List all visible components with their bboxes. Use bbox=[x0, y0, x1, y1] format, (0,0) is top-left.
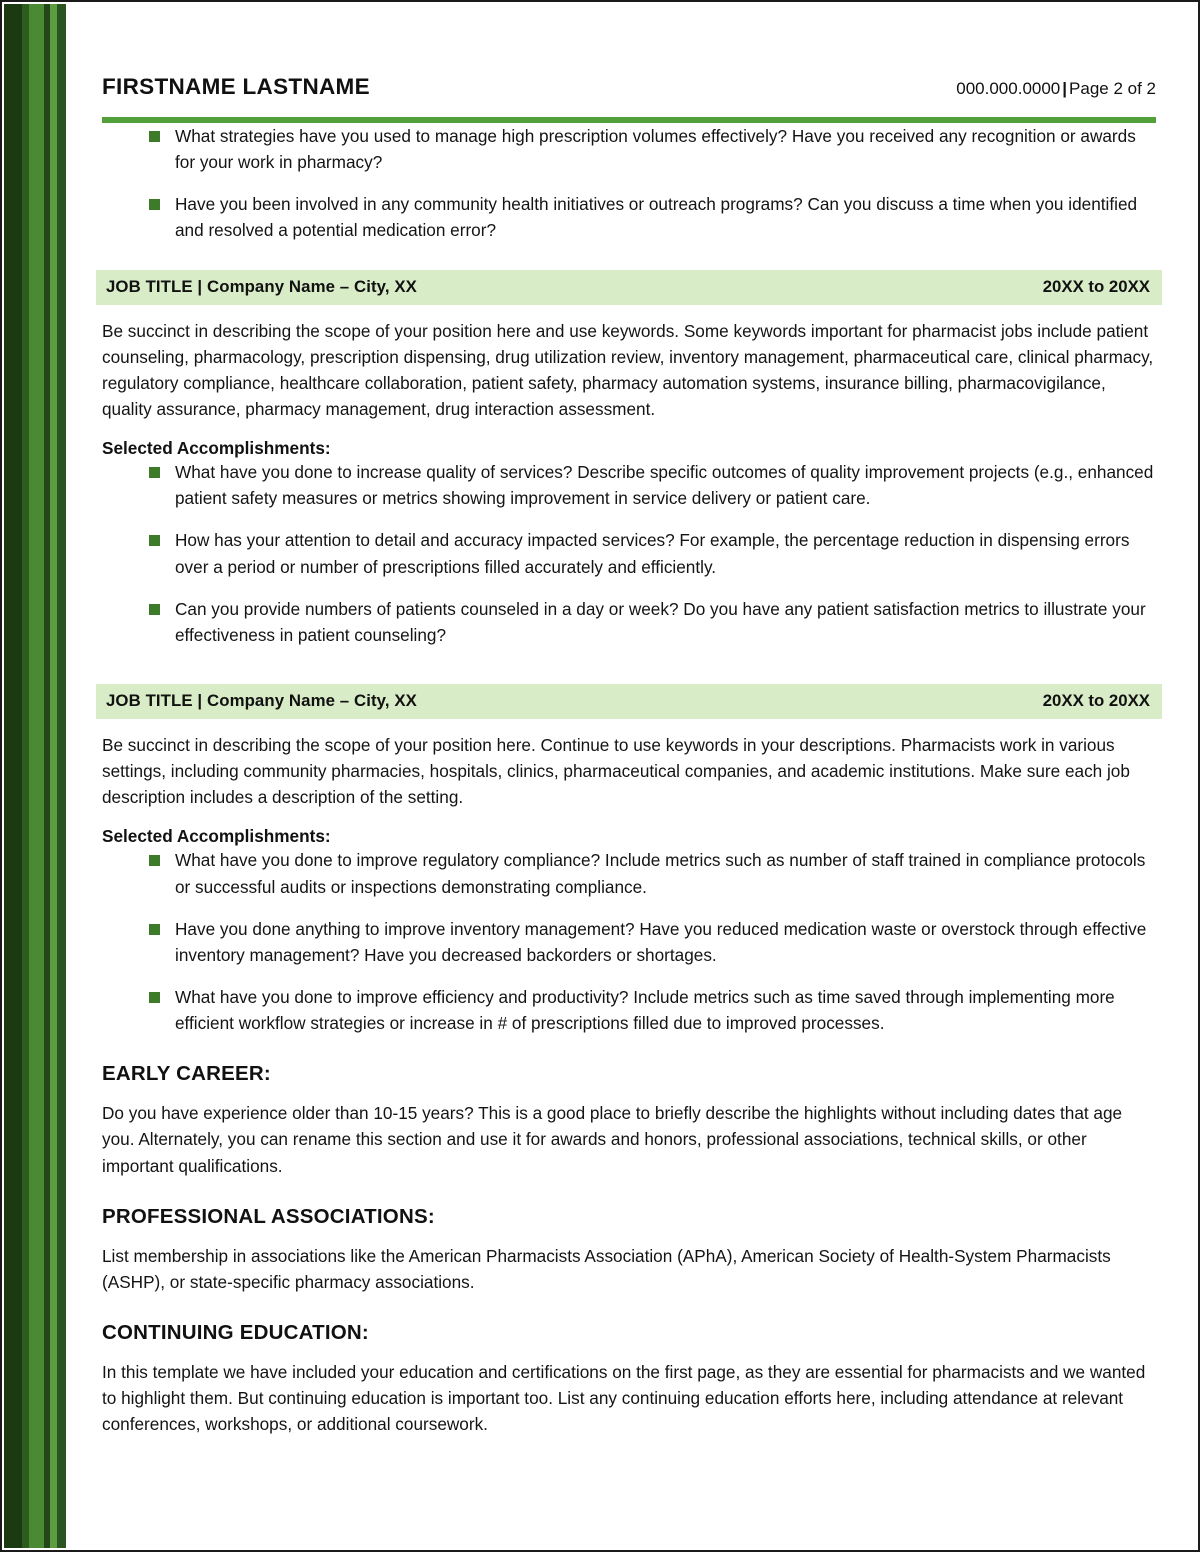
stripe-light-1 bbox=[29, 4, 44, 1548]
job-accomplishment-list bbox=[102, 847, 1156, 1036]
square-bullet-icon bbox=[149, 467, 160, 478]
list-item bbox=[102, 916, 1156, 968]
stripe-light-2 bbox=[50, 4, 57, 1548]
job-header-bar bbox=[96, 684, 1162, 719]
list-item bbox=[102, 459, 1156, 511]
section-heading-professional-associations: PROFESSIONAL ASSOCIATIONS: bbox=[102, 1204, 435, 1228]
list-item-text: What have you done to improve regulatory compliance? Include metrics such as number of staff trained in compliance protocols or successful audits or inspections demonstrating compliance. bbox=[175, 850, 1146, 897]
list-item-text: What have you done to improve efficiency and productivity? Include metrics such as time saved through implementing more efficient workflow strategies or increase in # of prescriptions filled due to improved processes. bbox=[175, 986, 1115, 1034]
list-item-text: How has your attention to detail and accuracy impacted services? For example, the percentage reduction in dispensing errors over a period or number of prescriptions filled accurately and efficiently. bbox=[175, 530, 1130, 577]
stripe-dark-1 bbox=[4, 4, 22, 1548]
list-item-text: What strategies have you used to manage high prescription volumes effectively? Have you received any recognition or awards for your work in pharmacy? bbox=[175, 126, 1136, 173]
job-description: Be succinct in describing the scope of your position here. Continue to use keywords in your descriptions. Pharmacists work in various settings, including community pharmacies, hospitals, clinics, pharmaceutical companies, and academic institutions. Make sure each job description includes a description of the setting. bbox=[102, 734, 1130, 808]
section-body-continuing-education: In this template we have included your education and certifications on the first page, as they are essential for pharmacists and we wanted to highlight them. But continuing education is important too. List any continuing education efforts here, including attendance at relevant conferences, workshops, or additional coursework. bbox=[102, 1361, 1146, 1435]
square-bullet-icon bbox=[149, 855, 160, 866]
list-item-text: What have you done to increase quality of services? Describe specific outcomes of quality improvement projects (e.g., enhanced patient safety measures or metrics showing improvement in service delivery or patient care. bbox=[175, 462, 1154, 509]
section-heading-early-career: EARLY CAREER: bbox=[102, 1062, 271, 1086]
job-title: JOB TITLE | Company Name – City, XX bbox=[106, 276, 417, 296]
candidate-name: FIRSTNAME LASTNAME bbox=[102, 74, 370, 99]
list-item bbox=[102, 984, 1156, 1036]
job-accomplishment-list bbox=[102, 459, 1156, 648]
job-description: Be succinct in describing the scope of your position here and use keywords. Some keywords important for pharmacist jobs include patient counseling, pharmacology, prescription dispensing, drug utilization review, inventory management, pharmaceutical care, clinical pharmacy, regulatory compliance, healthcare collaboration, patient safety, pharmacy automation systems, insurance billing, pharmacovigilance, quality assurance, pharmacy management, drug interaction assessment. bbox=[102, 320, 1154, 419]
page-number-label: Page 2 of 2 bbox=[1069, 79, 1156, 98]
job-header-bar bbox=[96, 270, 1162, 305]
square-bullet-icon bbox=[149, 604, 160, 615]
stripe-dark-3 bbox=[57, 4, 66, 1548]
list-item bbox=[102, 191, 1156, 243]
section-heading-continuing-education: CONTINUING EDUCATION: bbox=[102, 1320, 369, 1344]
list-item-text: Can you provide numbers of patients counseled in a day or week? Do you have any patient satisfaction metrics to illustrate your effectiveness in patient counseling? bbox=[175, 598, 1146, 645]
document-header bbox=[102, 4, 1156, 100]
header-contact-and-page bbox=[956, 79, 1156, 99]
section-body-professional-associations: List membership in associations like the American Pharmacists Association (APhA), American Society of Health-System Pharmacists (ASHP), or state-specific pharmacy associations. bbox=[102, 1245, 1111, 1292]
list-item bbox=[102, 596, 1156, 648]
square-bullet-icon bbox=[149, 535, 160, 546]
job-title: JOB TITLE | Company Name – City, XX bbox=[106, 690, 417, 710]
job-dates: 20XX to 20XX bbox=[1042, 276, 1150, 296]
square-bullet-icon bbox=[149, 992, 160, 1003]
section-body-early-career: Do you have experience older than 10-15 years? This is a good place to briefly describe the highlights without including dates that age you. Alternately, you can rename this section and use it for awards and honors, professional associations, technical skills, or other important qualifications. bbox=[102, 1103, 1123, 1176]
accomplishments-label: Selected Accomplishments: bbox=[102, 438, 331, 459]
square-bullet-icon bbox=[149, 924, 160, 935]
list-item-text: Have you been involved in any community health initiatives or outreach programs? Can you discuss a time when you identified and resolved a potential medication error? bbox=[175, 194, 1138, 241]
left-decorative-stripe-band bbox=[4, 4, 66, 1548]
job-dates: 20XX to 20XX bbox=[1042, 690, 1150, 710]
list-item bbox=[102, 527, 1156, 579]
accomplishments-label: Selected Accomplishments: bbox=[102, 826, 331, 847]
list-item bbox=[102, 847, 1156, 899]
square-bullet-icon bbox=[149, 131, 160, 142]
phone-number: 000.000.0000 bbox=[956, 79, 1061, 98]
header-separator: | bbox=[1062, 79, 1068, 98]
list-item bbox=[102, 123, 1156, 175]
list-item-text: Have you done anything to improve inventory management? Have you reduced medication waste or overstock through effective inventory management? Have you decreased backorders or shortages. bbox=[175, 918, 1147, 965]
intro-bullet-list bbox=[102, 123, 1156, 244]
square-bullet-icon bbox=[149, 199, 160, 210]
document-content bbox=[66, 4, 1196, 1548]
stripe-mid-1 bbox=[22, 4, 29, 1548]
